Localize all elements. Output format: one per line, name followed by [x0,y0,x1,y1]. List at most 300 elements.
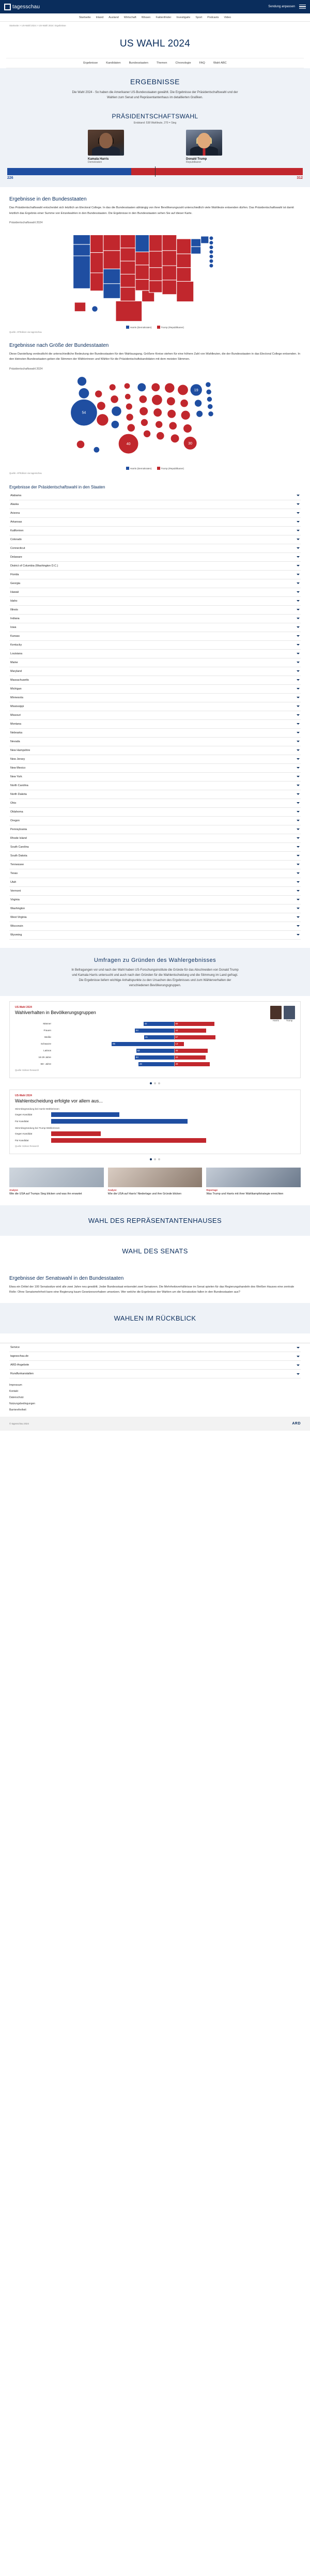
svg-text:54: 54 [82,411,86,415]
state-row[interactable] [9,650,301,658]
chevron-down-icon [297,802,300,804]
overview-band [0,1303,310,1333]
state-name: Virginia [10,898,20,901]
chart2-category: Gegen Kandidat [15,1113,33,1116]
majority-marker [155,166,156,177]
state-row[interactable] [9,904,301,913]
chevron-down-icon [297,899,300,900]
state-name: Nevada [10,740,20,743]
chart1-series-0: Harris [273,1019,279,1022]
state-name: Illinois [10,608,18,611]
state-row[interactable] [9,764,301,773]
top-bar [0,0,310,13]
electoral-map-section [0,196,310,333]
chart1-candidate-thumbs [270,1006,295,1022]
chevron-down-icon [297,609,300,610]
chevron-down-icon [297,539,300,540]
chevron-down-icon [297,890,300,892]
state-name: Maryland [10,669,22,673]
nav-item-1[interactable]: Inland [96,16,104,19]
state-row[interactable] [9,878,301,887]
teaser-2[interactable] [206,1168,301,1196]
chevron-down-icon [297,626,300,628]
state-row[interactable] [9,931,301,940]
chevron-down-icon [297,688,300,689]
state-row[interactable] [9,702,301,711]
footer-section-label-0: Service [10,1346,20,1350]
subnav-faq[interactable]: FAQ [199,62,205,65]
state-row[interactable] [9,509,301,518]
state-row[interactable] [9,834,301,843]
chart1-harris-value: 52 [137,1049,140,1052]
footer-link-nutzungsbedingungen[interactable]: Nutzungsbedingungen [9,1402,36,1406]
state-row[interactable] [9,623,301,632]
senate-band [0,1236,310,1266]
polls-title: Umfragen zu Gründen des Wahlergebnisses [94,957,216,963]
subnav-chronologie[interactable]: Chronologie [175,62,191,65]
state-row[interactable] [9,799,301,808]
chart2-rows [15,1108,295,1143]
senate-title: WAHL DES SENATS [122,1247,188,1255]
footer-link-kontakt[interactable]: Kontakt [9,1390,18,1393]
chevron-down-icon [297,741,300,742]
chart1-harris-value: 54 [135,1055,138,1059]
chevron-down-icon [297,547,300,549]
nav-item-9[interactable]: Video [224,16,231,19]
electoral-bar-wrap [0,168,310,180]
state-name: Arizona [10,511,20,515]
chevron-down-icon [297,521,300,523]
footer-link-impressum[interactable]: Impressum [9,1384,22,1387]
state-name: Kentucky [10,643,22,647]
chevron-down-icon [297,811,300,812]
footer-accordion[interactable] [0,1343,310,1378]
state-row[interactable] [9,781,301,790]
chart-wahlverhalten[interactable] [9,1001,301,1078]
svg-text:40: 40 [126,442,131,446]
teaser-0-thumb [9,1168,104,1187]
footer-section-service[interactable] [9,1343,301,1352]
chart1-series-1: Trump [286,1019,293,1022]
state-row[interactable] [9,597,301,606]
page-title: US WAHL 2024 [119,38,191,49]
state-name: Florida [10,573,19,576]
footer-section-label-2: ARD-Angebote [10,1363,29,1367]
chart1-rows [15,1021,295,1067]
chevron-down-icon [297,644,300,646]
states-list[interactable] [9,492,301,940]
overview-title: WAHLEN IM RÜCKBLICK [114,1314,196,1323]
menu-icon[interactable] [299,5,306,9]
chart1-trump-value: 44 [175,1029,178,1032]
states-accordion-title: Ergebnisse der Präsidentschaftswahl in den Staaten [9,484,105,489]
chevron-down-icon [297,934,300,936]
state-name: North Dakota [10,792,27,796]
chevron-down-icon [297,793,300,795]
senate-section [0,1276,310,1295]
state-row[interactable] [9,887,301,896]
state-name: Mississippi [10,704,24,708]
state-row[interactable] [9,755,301,764]
sub-nav[interactable] [6,58,304,68]
chevron-down-icon [297,662,300,663]
teaser-0-kicker: Analyse [9,1188,18,1191]
chart1-row [15,1035,295,1040]
chart2-row [15,1112,295,1117]
state-row[interactable] [9,553,301,562]
carousel-dots-2[interactable] [9,1158,301,1160]
chart2-row [15,1119,295,1124]
state-name: Georgia [10,581,21,585]
chevron-down-icon [297,582,300,584]
subnav-kandidaten[interactable]: Kandidaten [106,62,121,65]
state-name: Tennessee [10,863,24,866]
chart1-category: Frauen [43,1029,51,1032]
carousel-dots-1[interactable] [9,1082,301,1084]
state-name: Pennsylvania [10,827,27,831]
chevron-down-icon [297,881,300,883]
chart1-trump-value: 57 [175,1035,178,1038]
senate-heading: Ergebnisse der Senatswahl in den Bundesstaaten [9,1275,124,1281]
legend-dem: Harris (Demokraten) [126,326,152,329]
state-row[interactable] [9,544,301,553]
state-name: New Jersey [10,757,25,761]
chart2-value: 75 [43,1139,45,1142]
state-name: Colorado [10,538,22,541]
subnav-ergebnisse[interactable]: Ergebnisse [83,62,98,65]
chart-wahlentscheidung[interactable] [9,1090,301,1154]
chart2-group-label: Stimmbegründung bei Trump-Wählerinnen [15,1126,60,1129]
chart1-title: Wahlverhalten in Bevölkerungsgruppen [15,1009,96,1015]
chevron-down-icon [297,670,300,672]
nav-item-8[interactable]: Podcasts [207,16,219,19]
nav-item-5[interactable]: Faktenfinder [156,16,172,19]
state-name: Alabama [10,494,22,497]
chevron-down-icon [297,846,300,848]
chart1-harris-value: 49 [139,1062,142,1065]
state-row[interactable] [9,869,301,878]
bubble-svg [9,373,301,466]
map-source: Quelle: AP/Edison via tagesschau [9,331,42,334]
bubble-legend-rep: Trump (Republikaner) [157,467,184,470]
teaser-1-kicker: Analyse [107,1188,117,1191]
state-name: New York [10,775,22,778]
state-name: Oregon [10,819,20,822]
state-row[interactable] [9,500,301,509]
state-row[interactable] [9,746,301,755]
footer-section-label-1: tagesschau.de [10,1355,29,1358]
state-name: Texas [10,871,18,875]
chart1-harris-value: 54 [135,1029,138,1032]
state-name: South Carolina [10,845,29,849]
state-row[interactable] [9,790,301,799]
chevron-down-icon [297,565,300,566]
teaser-1-thumb [108,1168,203,1187]
chart1-category: Männer [43,1022,51,1025]
chevron-down-icon [297,1347,300,1348]
chevron-down-icon [297,495,300,496]
states-accordion-section [0,485,310,940]
footer-section-rundfunk[interactable] [9,1370,301,1378]
senate-text: Etwa ein Drittel der 100 Senatssitze wird alle zwei Jahre neu gewählt. Jeder Bundesstaat entsendet zwei Senatoren. Die Mehrheitsverhältnisse im Senat spielen für das Regierungshandeln des Weißen Hauses eine zentrale Rolle: Ohne Senatsmehrheit kann eine Regierung kaum Gesetzesvorhaben umsetzen. Wer welche die Ergebnisse der Wahlen um die Senatssitze fallen in den Bundesstaaten aus? [9,1285,295,1294]
chart2-category: Für Kandidat [15,1139,29,1142]
state-row[interactable] [9,808,301,817]
footer-links[interactable] [0,1378,310,1417]
chart1-harris-value: 86 [113,1042,115,1045]
state-row[interactable] [9,694,301,702]
state-row[interactable] [9,606,301,615]
teaser-2-thumb [206,1168,301,1187]
chart1-trump-value: 43 [175,1055,178,1059]
footer-section-label-3: Rundfunkanstalten [10,1372,34,1376]
chevron-down-icon [297,706,300,707]
state-row[interactable] [9,641,301,650]
chevron-down-icon [297,925,300,927]
teaser-2-headline[interactable]: Was Trump und Harris mit ihrer Wahlkampfstrategie erreichten [206,1192,284,1195]
chart2-value: 24 [43,1132,45,1135]
harris-portrait [88,130,124,156]
state-name: Missouri [10,713,21,717]
map-svg [9,226,301,325]
chart1-source: Quelle: Edison Research [15,1068,39,1071]
chevron-down-icon [297,1364,300,1366]
chevron-down-icon [297,653,300,654]
state-row[interactable] [9,861,301,869]
bubble-legend-dem: Harris (Demokraten) [126,467,152,470]
footer-section-ard[interactable] [9,1361,301,1370]
state-row[interactable] [9,658,301,667]
chart1-row [15,1048,295,1053]
presidential-section [0,110,310,187]
size-map-section [0,343,310,474]
chart1-row [15,1062,295,1067]
electoral-vote-bar [7,168,303,175]
nav-item-4[interactable]: Wissen [141,16,151,19]
chart1-trump-value: 46 [175,1049,178,1052]
state-row[interactable] [9,773,301,781]
state-name: Alaska [10,502,19,506]
bubble-source: Quelle: AP/Edison via tagesschau [9,471,42,474]
state-name: West Virginia [10,915,27,919]
chart2-title: Wahlentscheidung erfolgte vor allem aus... [15,1098,103,1103]
state-row[interactable] [9,571,301,579]
chart1-trump-value: 55 [175,1022,178,1025]
teaser-row [9,1168,301,1196]
footer-link-datenschutz[interactable]: Datenschutz [9,1396,24,1400]
map-caption: Präsidentschaftswahl 2024 [9,221,43,225]
nav-item-3[interactable]: Wirtschaft [123,16,136,19]
footer-section-tagesschau[interactable] [9,1352,301,1361]
chart1-category: Weiße [44,1036,51,1038]
subnav-bundesstaaten[interactable]: Bundesstaaten [129,62,148,65]
chevron-down-icon [297,749,300,751]
us-choropleth-map[interactable] [9,226,301,325]
results-title: ERGEBNISSE [130,78,180,86]
trump-party: Republikaner [186,161,202,164]
results-band [0,68,310,110]
state-name: Maine [10,661,18,664]
state-row[interactable] [9,667,301,676]
chevron-down-icon [297,1356,300,1357]
chart2-value: 33 [43,1113,45,1116]
state-name: North Carolina [10,784,28,787]
state-name: Louisiana [10,652,23,655]
chart1-category: Latinos [43,1049,51,1052]
state-name: Michigan [10,687,22,691]
state-row[interactable] [9,615,301,623]
state-row[interactable] [9,588,301,597]
chevron-down-icon [297,776,300,777]
chevron-down-icon [297,600,300,602]
state-name: Utah [10,880,17,884]
state-row[interactable] [9,913,301,922]
sendung-anpassen-link[interactable]: Sendung anpassen [268,5,295,8]
state-row[interactable] [9,720,301,729]
state-name: Connecticut [10,546,25,550]
bubble-legend [9,467,301,470]
state-name: Wyoming [10,933,22,937]
state-name: Indiana [10,617,20,620]
state-name: South Dakota [10,854,27,857]
chevron-down-icon [297,732,300,733]
state-row[interactable] [9,843,301,852]
state-name: Arkansas [10,520,22,524]
state-row[interactable] [9,632,301,641]
chart1-trump-value: 49 [175,1062,178,1065]
state-name: Vermont [10,889,21,893]
state-name: Rhode Island [10,836,27,840]
electoral-heading: Ergebnisse in den Bundesstaaten [9,196,87,203]
chevron-down-icon [297,820,300,821]
nav-item-0[interactable]: Startseite [79,16,91,19]
logo-text: tagesschau [12,4,40,10]
state-row[interactable] [9,492,301,500]
chevron-down-icon [297,767,300,769]
teaser-1[interactable] [108,1168,203,1196]
map-legend [9,326,301,329]
chart1-category: 18-29 Jahre [38,1056,51,1059]
results-lead: Die Wahl 2024 - So haben die Amerikaner US-Bundesstaaten gewählt. Die Ergebnisse der Präsidentschaftswahl und der Wahlen zum Senat und Repräsentantenhaus im detaillierten Grafiken. [72,91,238,100]
subnav-wahl-abc[interactable]: Wahl-ABC [213,62,227,65]
nav-item-6[interactable]: Investigativ [176,16,191,19]
chevron-down-icon [297,785,300,786]
state-row[interactable] [9,817,301,825]
chart1-kicker: US-Wahl 2024 [15,1005,32,1009]
state-name: Ohio [10,801,17,805]
house-band [0,1205,310,1236]
state-row[interactable] [9,922,301,931]
chevron-down-icon [297,829,300,830]
nav-item-2[interactable]: Ausland [109,16,119,19]
state-row[interactable] [9,518,301,527]
chart2-kicker: US-Wahl 2024 [15,1094,32,1097]
harris-electoral-count: 226 [7,176,13,180]
chart1-trump-value: 13 [175,1042,178,1045]
state-name: District of Columbia (Washington D.C.) [10,564,58,568]
teaser-0[interactable] [9,1168,104,1196]
state-name: New Hampshire [10,748,30,752]
teaser-1-headline[interactable]: Wie die USA auf Harris' Niederlage und ihre Gründe blicken [107,1192,182,1195]
state-row[interactable] [9,685,301,694]
chevron-down-icon [297,512,300,514]
state-row[interactable] [9,711,301,720]
state-row[interactable] [9,676,301,685]
chevron-down-icon [297,635,300,637]
chart1-category: Schwarze [40,1042,51,1045]
state-name: Kalifornien [10,529,24,532]
chart2-row [15,1131,295,1136]
tagesschau-logo[interactable] [4,4,40,10]
chevron-down-icon [297,723,300,725]
state-name: Washington [10,907,25,910]
teaser-2-kicker: Reportage [206,1188,218,1191]
footer-link-barrierefreiheit[interactable]: Barrierefreiheit [9,1408,26,1412]
us-bubble-map[interactable] [9,373,301,466]
chart2-value: 66 [43,1120,45,1123]
chevron-down-icon [297,908,300,909]
presidential-title: PRÄSIDENTSCHAFTSWAHL [112,113,198,120]
state-row[interactable] [9,562,301,571]
chevron-down-icon [297,837,300,839]
svg-text:19: 19 [194,388,198,392]
teaser-0-headline[interactable]: Wie die USA auf Trumps Sieg blicken und was ihn erwartet [9,1192,82,1195]
state-row[interactable] [9,738,301,746]
state-row[interactable] [9,825,301,834]
state-name: Idaho [10,599,18,603]
chevron-down-icon [297,503,300,505]
state-name: Delaware [10,555,22,559]
chevron-down-icon [297,758,300,760]
breadcrumb: Startseite > US-Wahl 2024 > US-Wahl 2024: Ergebnisse [9,24,66,27]
state-name: Hawaii [10,590,19,594]
chevron-down-icon [297,697,300,698]
trump-name: Donald Trump [186,158,207,161]
polls-band [0,948,310,996]
state-name: Iowa [10,625,17,629]
chevron-down-icon [297,872,300,874]
logo-mark-icon [4,4,11,10]
chart2-row [15,1138,295,1143]
main-nav[interactable] [0,13,310,22]
chart2-category: Für Kandidat [15,1120,29,1123]
chevron-down-icon [297,530,300,531]
chart2-source: Quelle: Edison Research [15,1144,39,1147]
chevron-down-icon [297,855,300,856]
state-name: Oklahoma [10,810,23,814]
candidate-harris [88,130,124,164]
chart1-harris-value: 41 [145,1035,148,1038]
chevron-down-icon [297,618,300,619]
chart1-category: 65+ Jahre [40,1063,51,1065]
chevron-down-icon [297,591,300,593]
subnav-themen[interactable]: Themen [156,62,167,65]
state-name: Montana [10,722,21,726]
chevron-down-icon [297,864,300,865]
state-row[interactable] [9,729,301,738]
state-row[interactable] [9,527,301,535]
state-name: Minnesota [10,696,23,699]
chart2-group-label: Stimmbegründung bei Harris-Wählerinnen [15,1107,59,1110]
state-row[interactable] [9,579,301,588]
state-row[interactable] [9,852,301,861]
state-row[interactable] [9,535,301,544]
nav-item-7[interactable]: Sport [195,16,203,19]
state-row[interactable] [9,896,301,904]
electoral-text: Das Präsidentschaftswahl entscheidet sich letztlich an Electoral College. In das die Bundesstaaten abhängig von ihrer Bevölkerungszahl unterschiedlich viele Wahlleute entsenden dürfen. Das Präsidentschaftswahl ist damit letztlich das Ergebnis einer Summe von Einzelwahlen in den Bundesstaaten. Die Ergebnisse in den Bundesstaaten sehen Sie auf dieser Karte. [9,206,294,215]
size-text: Diese Darstellung verdeutlicht die unterschiedliche Bedeutung der Bundesstaaten für den Wahlausgang. Größere Kreise stehen für eine höhere Zahl von Wahlleuten, die der Bundesstaaten in das Electoral College entsenden. In den kleinsten Bundesstaaten geben die Stimmen der Wählerinnen und Wähler für die Präsidentschaftskandidaten mit dem meisten Stimmen. [9,352,301,361]
chevron-down-icon [297,574,300,575]
chevron-down-icon [297,1373,300,1375]
